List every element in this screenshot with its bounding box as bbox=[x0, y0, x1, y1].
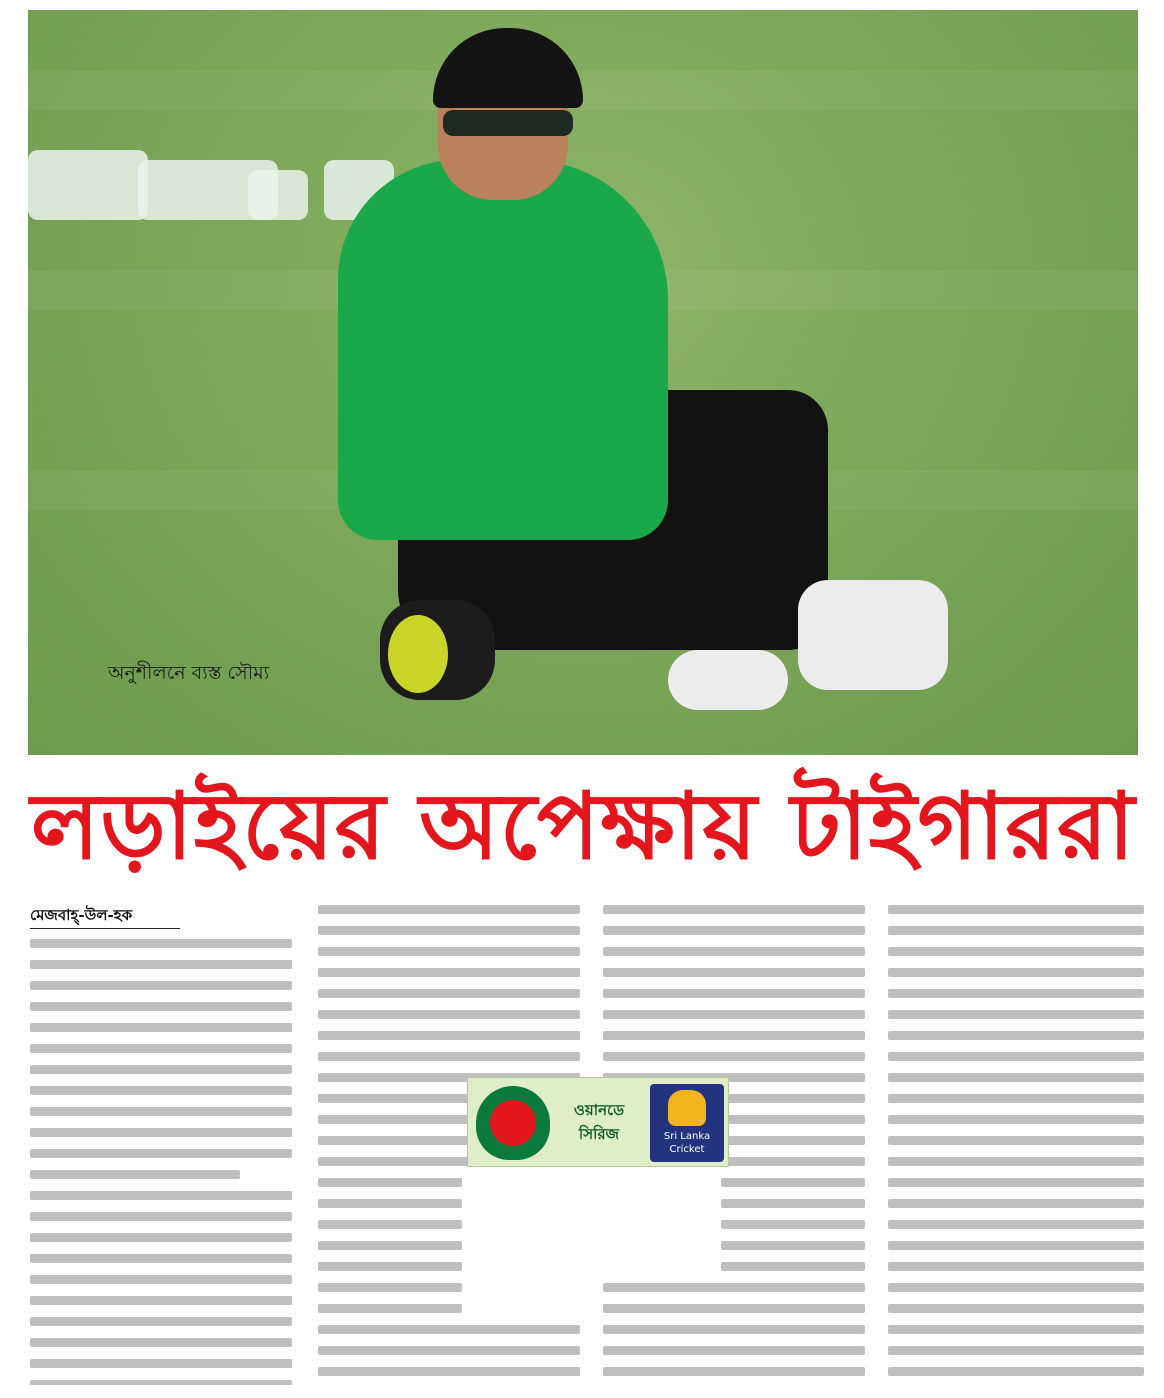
sri-lanka-cricket-logo bbox=[650, 1084, 724, 1162]
lion-emblem bbox=[668, 1090, 706, 1126]
series-badge bbox=[467, 1077, 729, 1167]
article-column-1 bbox=[30, 905, 292, 1385]
foam-roller-end bbox=[388, 615, 448, 693]
article-photo bbox=[28, 10, 1138, 755]
player-shirt bbox=[338, 160, 668, 540]
player-sunglasses bbox=[443, 110, 573, 136]
player-shoe bbox=[668, 650, 788, 710]
bangladesh-cricket-logo bbox=[476, 1086, 550, 1160]
tiger-emblem bbox=[490, 1100, 536, 1146]
kit-bag bbox=[248, 170, 308, 220]
player-cap bbox=[433, 28, 583, 108]
photo-caption: অনুশীলনে ব্যস্ত সৌম্য bbox=[108, 662, 270, 684]
headline: লড়াইয়ের অপেক্ষায় টাইগাররা bbox=[30, 773, 1136, 880]
series-title: ওয়ানডে সিরিজ bbox=[573, 1101, 625, 1143]
article-column-4 bbox=[888, 905, 1144, 1385]
kit-bag bbox=[28, 150, 148, 220]
player-shoe bbox=[798, 580, 948, 690]
byline: মেজবাহ্-উল-হক bbox=[30, 905, 180, 929]
sri-lanka-cricket-text: Sri Lanka Cricket bbox=[663, 1131, 711, 1155]
